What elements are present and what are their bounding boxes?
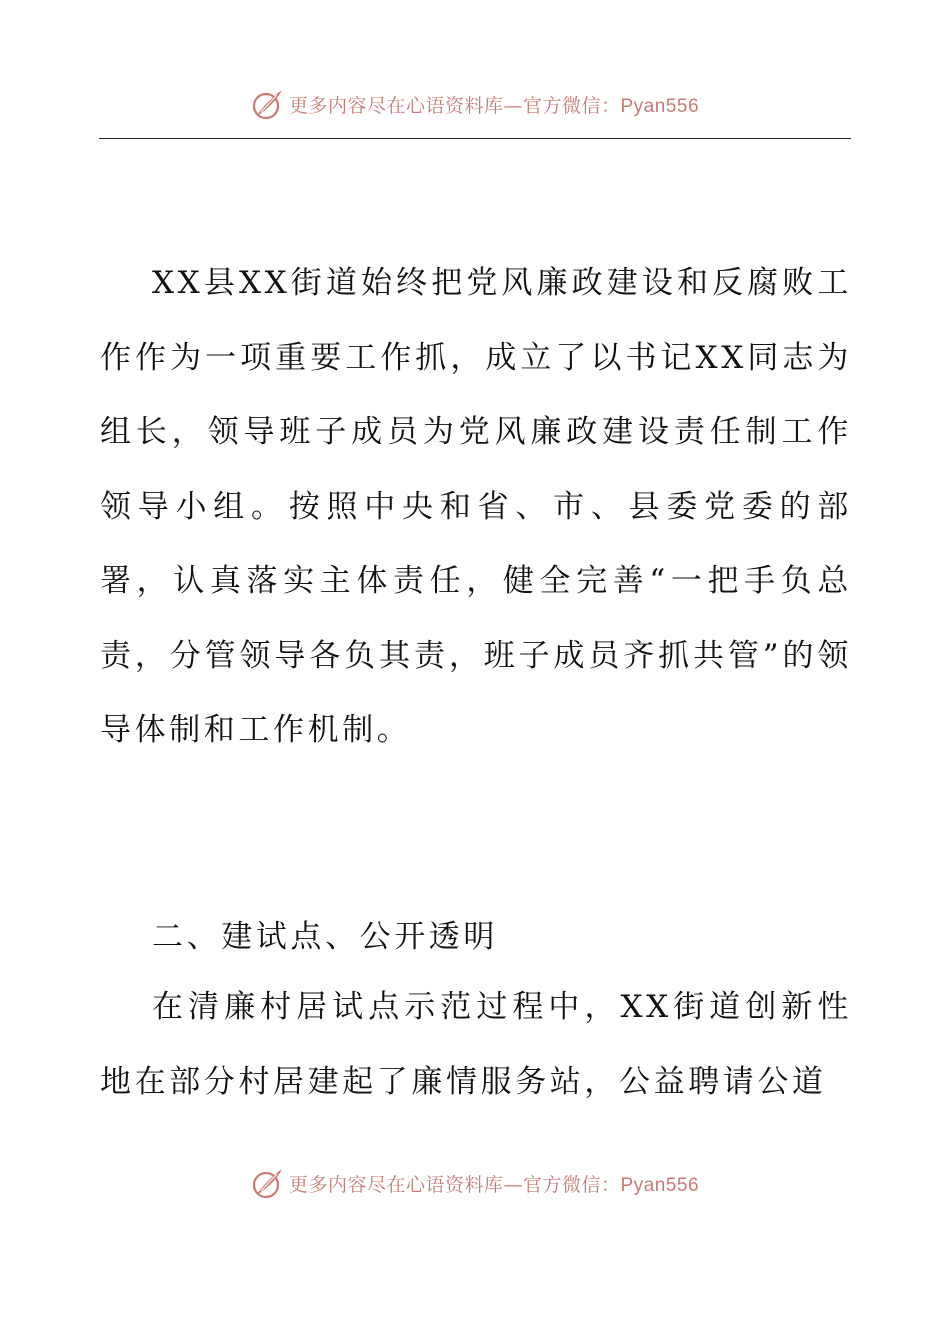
paragraph-2: 在清廉村居试点示范过程中，XX街道创新性地在部分村居建起了廉情服务站，公益聘请公道 bbox=[100, 989, 852, 1100]
watermark-text: 更多内容尽在心语资料库—官方微信：Pyan556 bbox=[288, 1173, 700, 1196]
wechat-id: Pyan556 bbox=[620, 95, 700, 117]
wechat-id: Pyan556 bbox=[620, 1174, 700, 1196]
body-section-1 bbox=[100, 246, 852, 768]
footer-watermark bbox=[0, 1163, 950, 1203]
header-divider bbox=[99, 138, 851, 139]
section-heading-2: 二、建试点、公开透明 bbox=[152, 919, 498, 955]
quill-circle-icon bbox=[251, 87, 285, 121]
quill-circle-icon bbox=[251, 1166, 285, 1200]
header-watermark bbox=[0, 84, 950, 124]
body-section-2 bbox=[100, 970, 852, 1119]
watermark-text: 更多内容尽在心语资料库—官方微信：Pyan556 bbox=[288, 94, 700, 117]
paragraph-1: XX县XX街道始终把党风廉政建设和反腐败工作作为一项重要工作抓，成立了以书记XX同志为组长，领导班子成员为党风廉政建设责任制工作领导小组。按照中央和省、市、县委党委的部署，认真落实主体责任，健全完善“一把手负总责，分管领导各负其责，班子成员齐抓共管”的领导体制和工作机制。 bbox=[100, 265, 852, 748]
